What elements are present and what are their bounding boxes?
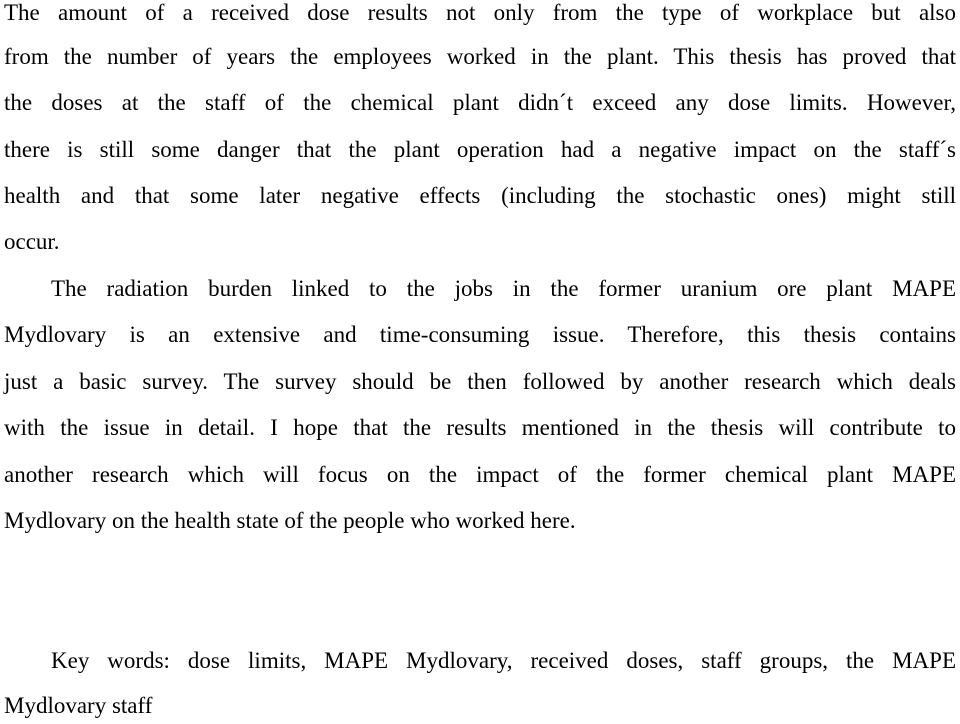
text-line: from the number of years the employees worked in the plant. This thesis has proved that bbox=[4, 44, 956, 69]
text-line: occur. bbox=[4, 229, 60, 254]
text-line: The amount of a received dose results not only from the type of workplace but also bbox=[4, 0, 956, 25]
keywords-line: Mydlovary staff bbox=[4, 693, 153, 718]
text-line: another research which will focus on the impact of the former chemical plant MAPE bbox=[4, 462, 956, 487]
text-line: just a basic survey. The survey should be then followed by another research which deals bbox=[4, 369, 956, 394]
text-line: health and that some later negative effects (including the stochastic ones) might still bbox=[4, 183, 956, 208]
text-line: with the issue in detail. I hope that the results mentioned in the thesis will contribute to bbox=[4, 415, 956, 440]
text-line: there is still some danger that the plant operation had a negative impact on the staff´s bbox=[4, 137, 956, 162]
text-line: Mydlovary on the health state of the people who worked here. bbox=[4, 508, 576, 533]
text-line: The radiation burden linked to the jobs in the former uranium ore plant MAPE bbox=[51, 276, 956, 301]
keywords-line: Key words: dose limits, MAPE Mydlovary, received doses, staff groups, the MAPE bbox=[51, 648, 956, 673]
text-line: Mydlovary is an extensive and time-consuming issue. Therefore, this thesis contains bbox=[4, 322, 956, 347]
text-line: the doses at the staff of the chemical plant didn´t exceed any dose limits. However, bbox=[4, 90, 956, 115]
